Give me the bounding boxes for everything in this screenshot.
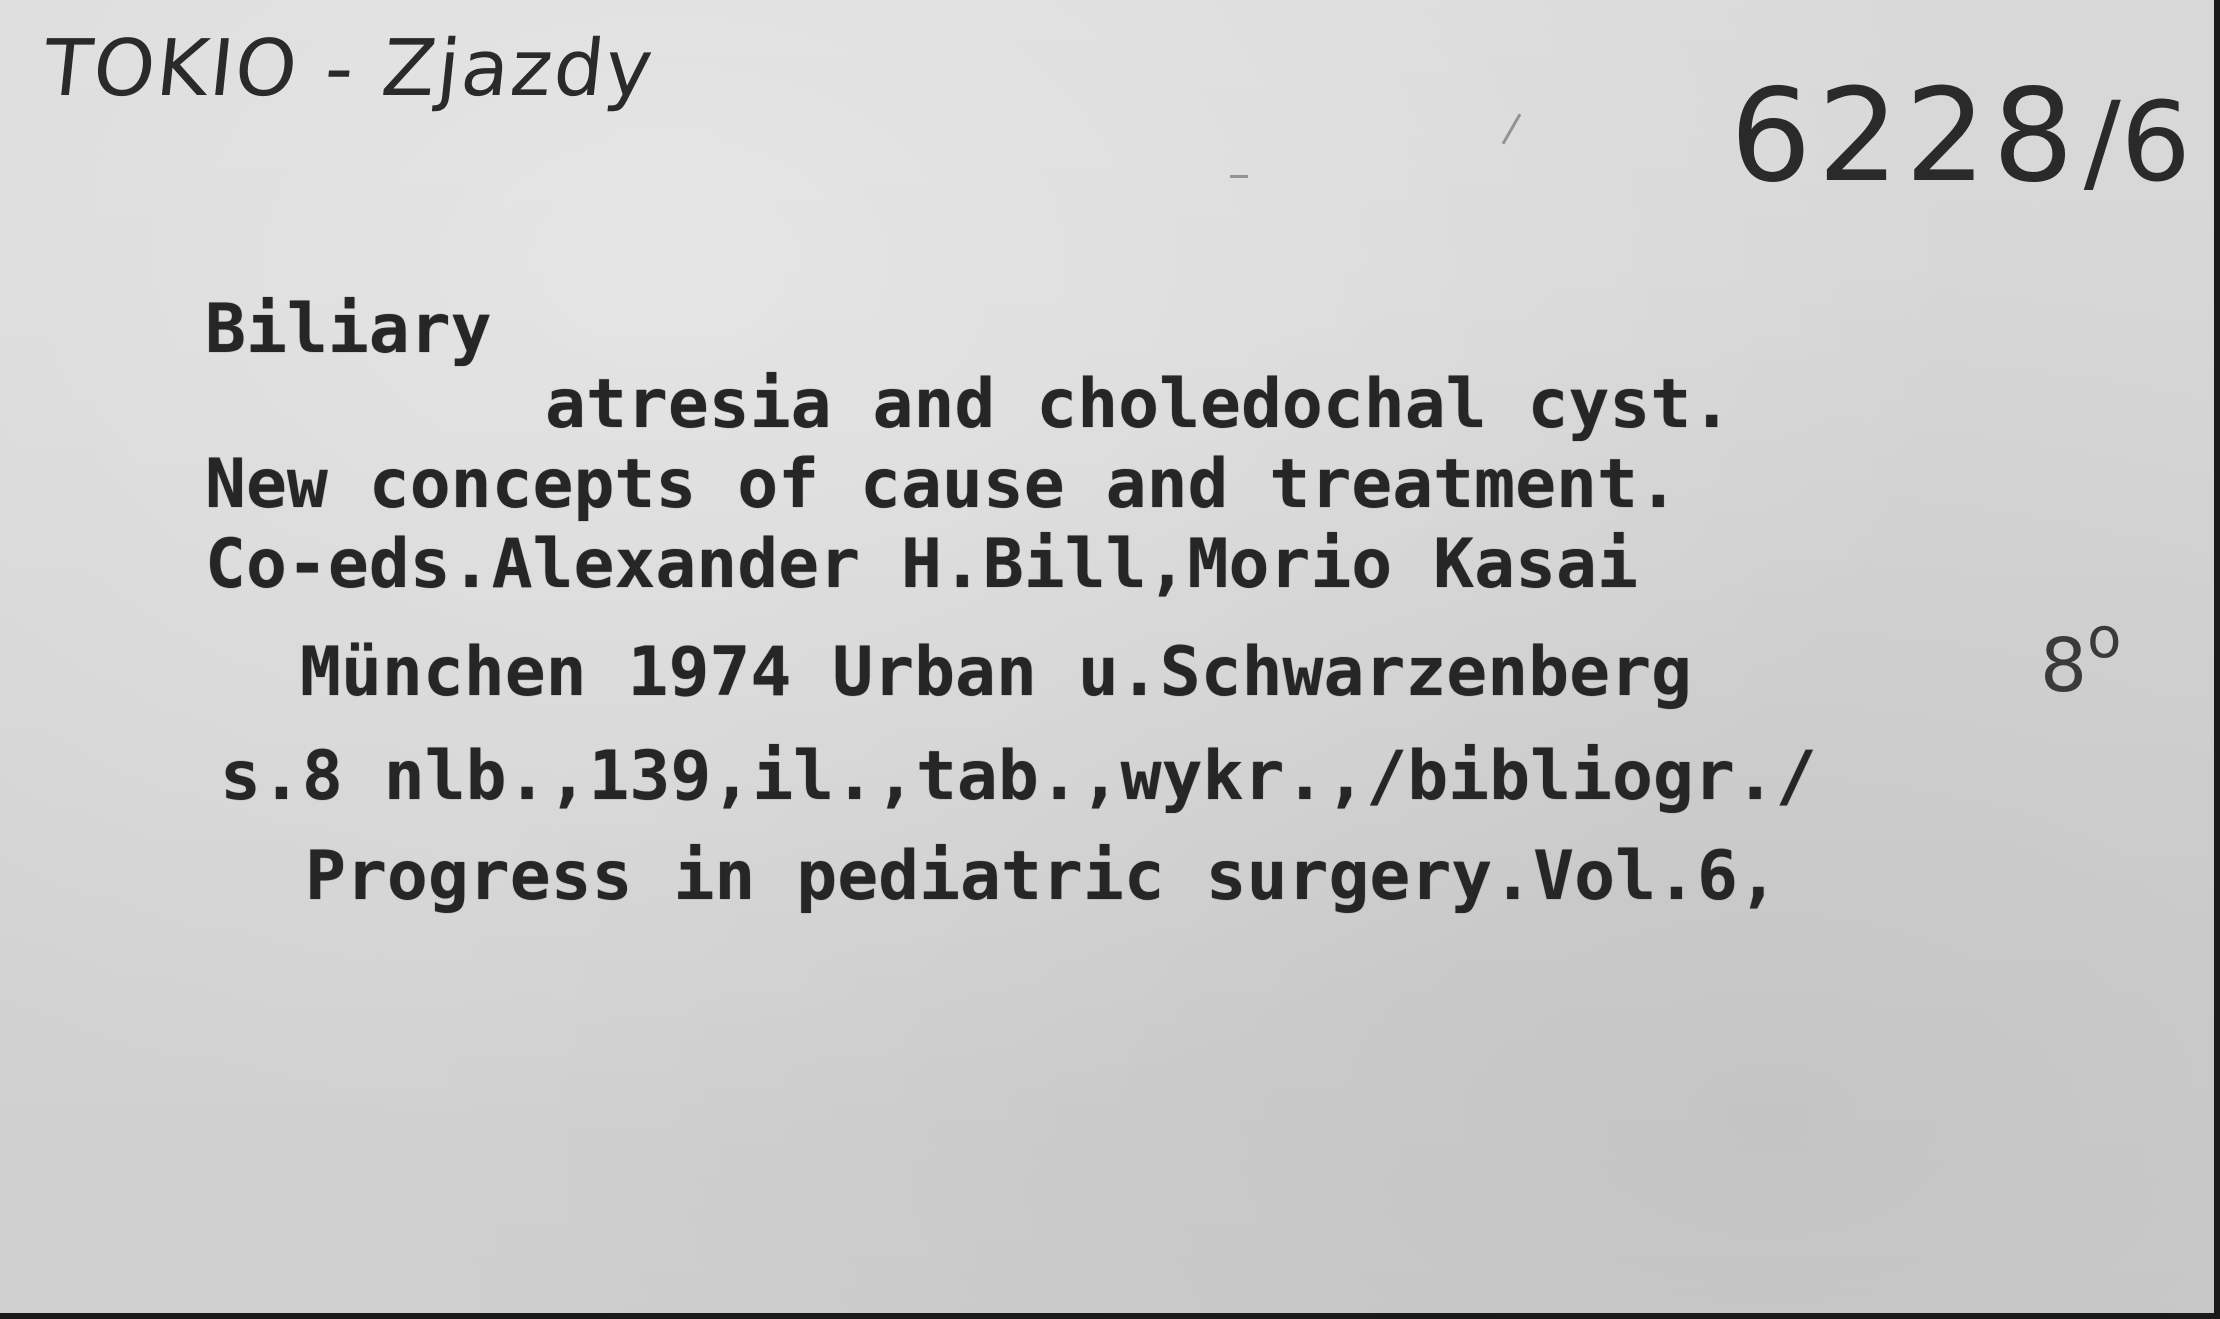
call-number <box>1730 62 2191 211</box>
editors-line: Co-eds.Alexander H.Bill,Morio Kasai <box>205 525 1638 604</box>
pencil-mark <box>1230 175 1248 178</box>
title-line-1: Biliary <box>205 290 492 369</box>
title-line-2: atresia and choledochal cyst. <box>545 365 1733 444</box>
series-line: Progress in pediatric surgery.Vol.6, <box>305 837 1779 916</box>
format-number: 8 <box>2040 623 2088 709</box>
call-number-suffix: /6 <box>2083 78 2191 206</box>
imprint-line: München 1974 Urban u.Schwarzenberg <box>300 633 1692 712</box>
collation-line: s.8 nlb.,139,il.,tab.,wykr.,/bibliogr./ <box>220 737 1817 816</box>
pencil-mark <box>1502 114 1522 145</box>
card-heading: TOKIO - Zjazdy <box>39 24 659 114</box>
call-number-main: 6228 <box>1730 62 2080 211</box>
subtitle-line: New concepts of cause and treatment. <box>205 445 1679 524</box>
format-mark <box>2040 606 2121 709</box>
format-degree: o <box>2087 606 2122 671</box>
